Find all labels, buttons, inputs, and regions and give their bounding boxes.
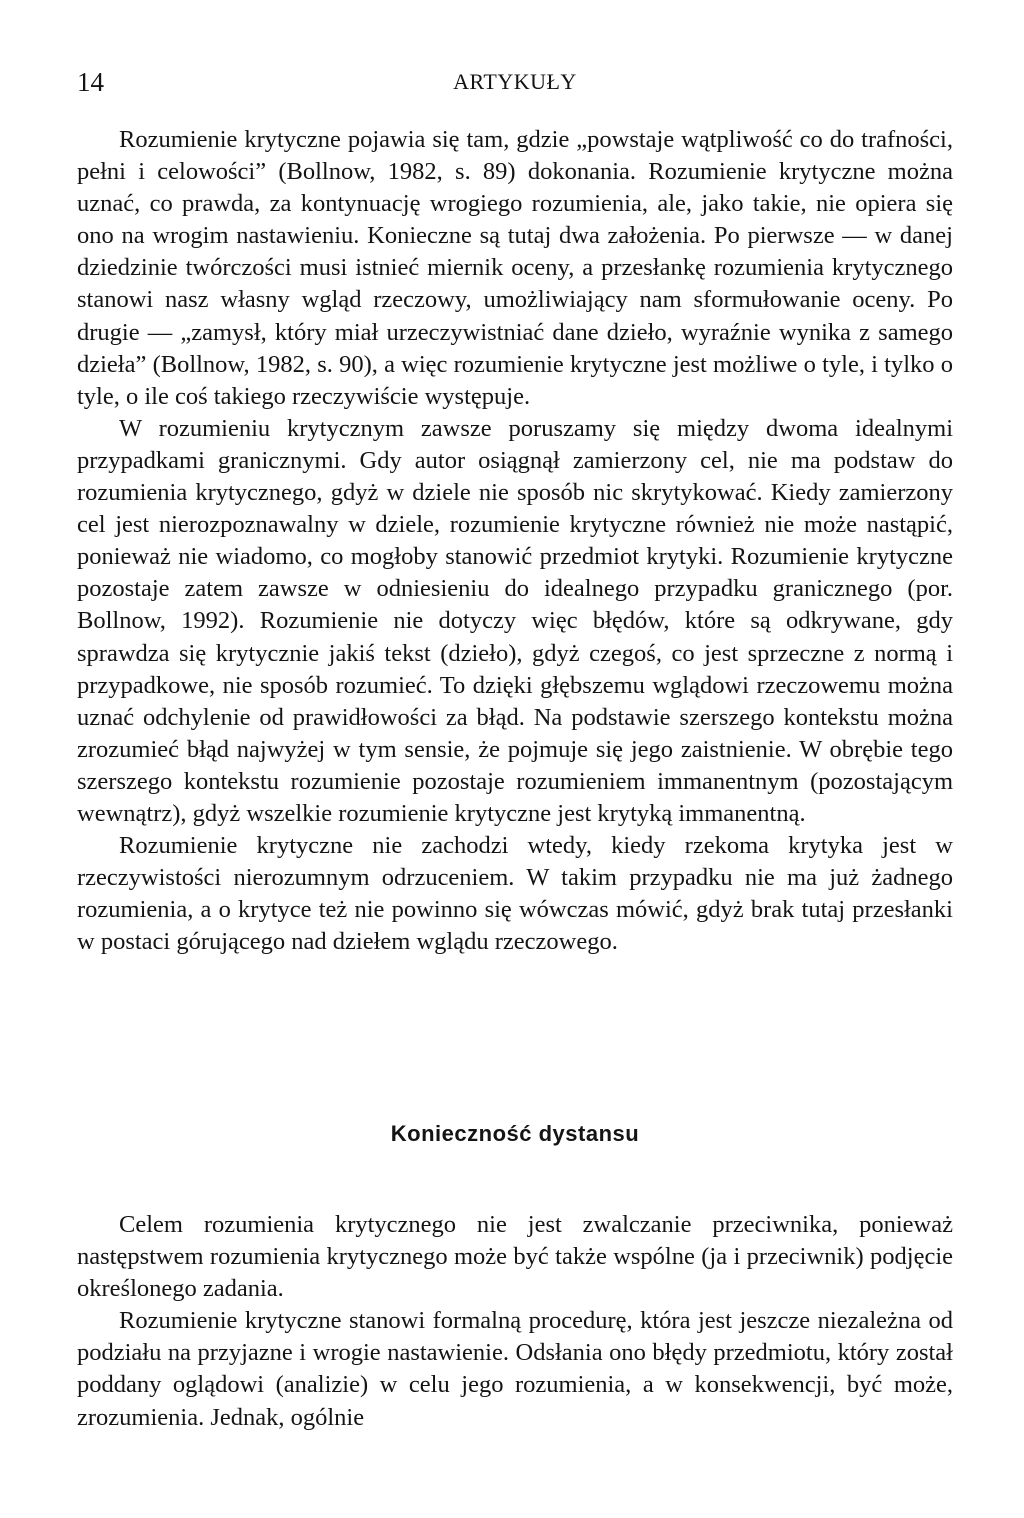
section-heading: Konieczność dystansu <box>390 1121 640 1146</box>
page-header <box>77 62 953 102</box>
paragraph: Celem rozumienia krytycznego nie jest zwalczanie przeciwnika, ponieważ następstwem rozumienia krytycznego może być także wspólne (ja i przeciwnik) podjęcie określonego zadania. <box>77 1211 953 1303</box>
body-text-bottom <box>77 1209 953 1434</box>
running-title: ARTYKUŁY <box>453 69 577 94</box>
paragraph: Rozumienie krytyczne nie zachodzi wtedy, kiedy rzekoma krytyka jest w rzeczywistości nierozumnym odrzuceniem. W takim przypadku nie ma już żadnego rozumienia, a o krytyce też nie powinno się wówczas mówić, gdyż brak tutaj przesłanki w postaci górującego nad dziełem wglądu rzeczowego. <box>77 832 953 956</box>
paragraph: Rozumienie krytyczne stanowi formalną procedurę, która jest jeszcze niezależna od podziału na przyjazne i wrogie nastawienie. Odsłania ono błędy przedmiotu, który został poddany oglądowi (analizie) w celu jego rozumienia, a w konsekwencji, być może, zrozumienia. Jednak, ogólnie <box>77 1307 953 1431</box>
paragraph: Rozumienie krytyczne pojawia się tam, gdzie „powstaje wątpliwość co do trafności, pełni i celowości” (Bollnow, 1982, s. 89) dokonania. Rozumienie krytyczne można uznać, co prawda, za kontynuację wrogiego rozumienia, ale, jako takie, nie opiera się ono na wrogim nastawieniu. Konieczne są tutaj dwa założenia. Po pierwsze — w danej dziedzinie twórczości musi istnieć miernik oceny, a przesłankę rozumienia krytycznego stanowi nasz własny wgląd rzeczowy, umożliwiający nam sformułowanie oceny. Po drugie — „zamysł, który miał urzeczywistniać dane dzieło, wyraźnie wynika z samego dzieła” (Bollnow, 1982, s. 90), a więc rozumienie krytyczne jest możliwe o tyle, i tylko o tyle, o ile coś takiego rzeczywiście występuje. <box>77 126 953 410</box>
body-text-top <box>77 124 953 958</box>
page-number: 14 <box>77 67 104 97</box>
paragraph: W rozumieniu krytycznym zawsze poruszamy się między dwoma idealnymi przypadkami granicznymi. Gdy autor osiągnął zamierzony cel, nie ma podstaw do rozumienia krytycznego, gdyż w dziele nie sposób nic skrytykować. Kiedy zamierzony cel jest nierozpoznawalny w dziele, rozumienie krytyczne również nie może nastąpić, ponieważ nie wiadomo, co mogłoby stanowić przedmiot krytyki. Rozumienie krytyczne pozostaje zatem zawsze w odniesieniu do idealnego przypadku granicznego (por. Bollnow, 1992). Rozumienie nie dotyczy więc błędów, które są odkrywane, gdy sprawdza się krytycznie jakiś tekst (dzieło), gdyż czegoś, co jest sprzeczne z normą i przypadkowe, nie sposób rozumieć. To dzięki głębszemu wglądowi rzeczowemu można uznać odchylenie od prawidłowości za błąd. Na podstawie szerszego kontekstu można zrozumieć błąd najwyżej w tym sensie, że pojmuje się jego zaistnienie. W obrębie tego szerszego kontekstu rozumienie pozostaje rozumieniem immanentnym (pozostającym wewnątrz), gdyż wszelkie rozumienie krytyczne jest krytyką immanentną. <box>77 414 953 827</box>
